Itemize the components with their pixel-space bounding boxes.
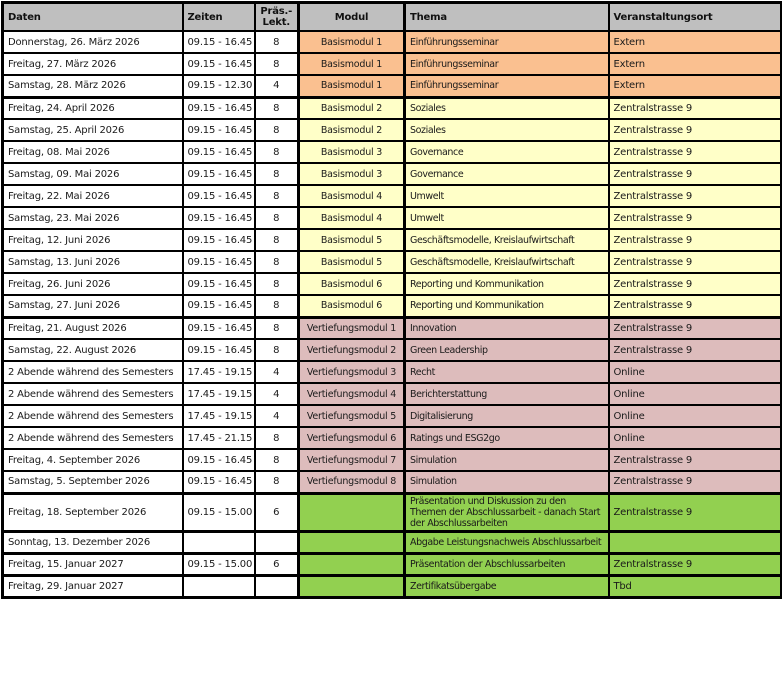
table-header (3, 3, 782, 32)
cell-modul: Basismodul 6 (299, 273, 405, 295)
cell-thema: Soziales (405, 97, 609, 119)
cell-zeiten: 09.15 - 16.45 (183, 295, 255, 317)
cell-thema: Green Leadership (405, 339, 609, 361)
cell-lekt: 8 (255, 295, 299, 317)
cell-ort: Zentralstrasse 9 (609, 119, 782, 141)
cell-modul (299, 532, 405, 554)
cell-modul: Basismodul 5 (299, 251, 405, 273)
cell-ort: Zentralstrasse 9 (609, 141, 782, 163)
table-row (3, 119, 782, 141)
cell-thema: Einführungsseminar (405, 75, 609, 97)
cell-modul: Basismodul 2 (299, 97, 405, 119)
cell-modul: Basismodul 4 (299, 207, 405, 229)
table-row (3, 449, 782, 471)
table-row (3, 229, 782, 251)
cell-zeiten: 09.15 - 16.45 (183, 251, 255, 273)
cell-zeiten: 09.15 - 12.30 (183, 75, 255, 97)
cell-ort: Extern (609, 31, 782, 53)
cell-lekt: 8 (255, 229, 299, 251)
table-row (3, 207, 782, 229)
cell-daten: Freitag, 18. September 2026 (3, 493, 183, 532)
table-row (3, 383, 782, 405)
cell-daten: Freitag, 24. April 2026 (3, 97, 183, 119)
table-row (3, 427, 782, 449)
cell-lekt: 8 (255, 31, 299, 53)
cell-thema: Geschäftsmodelle, Kreislaufwirtschaft (405, 229, 609, 251)
cell-daten: Samstag, 09. Mai 2026 (3, 163, 183, 185)
cell-lekt: 4 (255, 383, 299, 405)
cell-daten: Samstag, 13. Juni 2026 (3, 251, 183, 273)
column-header-praes-lekt: Präs.-Lekt. (255, 3, 299, 32)
cell-modul: Vertiefungsmodul 2 (299, 339, 405, 361)
cell-daten: 2 Abende während des Semesters (3, 361, 183, 383)
cell-modul: Vertiefungsmodul 7 (299, 449, 405, 471)
cell-thema: Reporting und Kommunikation (405, 273, 609, 295)
cell-thema: Simulation (405, 471, 609, 493)
cell-ort: Zentralstrasse 9 (609, 493, 782, 532)
column-header-thema: Thema (405, 3, 609, 32)
cell-daten: Samstag, 5. September 2026 (3, 471, 183, 493)
cell-ort: Extern (609, 53, 782, 75)
cell-ort: Zentralstrasse 9 (609, 207, 782, 229)
cell-daten: Freitag, 21. August 2026 (3, 317, 183, 339)
cell-zeiten: 09.15 - 16.45 (183, 273, 255, 295)
column-header-modul: Modul (299, 3, 405, 32)
table-row (3, 317, 782, 339)
cell-daten: Freitag, 26. Juni 2026 (3, 273, 183, 295)
cell-ort: Zentralstrasse 9 (609, 554, 782, 576)
cell-ort: Tbd (609, 576, 782, 598)
cell-lekt: 8 (255, 53, 299, 75)
cell-zeiten: 09.15 - 16.45 (183, 449, 255, 471)
cell-lekt: 6 (255, 493, 299, 532)
cell-ort: Zentralstrasse 9 (609, 229, 782, 251)
cell-modul: Basismodul 1 (299, 31, 405, 53)
cell-thema: Simulation (405, 449, 609, 471)
cell-daten: 2 Abende während des Semesters (3, 427, 183, 449)
cell-daten: 2 Abende während des Semesters (3, 405, 183, 427)
cell-modul: Basismodul 6 (299, 295, 405, 317)
cell-thema: Zertifikatsübergabe (405, 576, 609, 598)
cell-thema: Umwelt (405, 185, 609, 207)
cell-daten: Samstag, 25. April 2026 (3, 119, 183, 141)
cell-ort: Zentralstrasse 9 (609, 97, 782, 119)
cell-lekt: 8 (255, 317, 299, 339)
cell-thema: Reporting und Kommunikation (405, 295, 609, 317)
table-row (3, 273, 782, 295)
cell-lekt (255, 532, 299, 554)
cell-daten: Freitag, 4. September 2026 (3, 449, 183, 471)
cell-thema: Abgabe Leistungsnachweis Abschlussarbeit (405, 532, 609, 554)
cell-ort: Zentralstrasse 9 (609, 273, 782, 295)
cell-modul (299, 493, 405, 532)
table-row (3, 361, 782, 383)
cell-daten: Samstag, 27. Juni 2026 (3, 295, 183, 317)
cell-zeiten: 09.15 - 16.45 (183, 229, 255, 251)
cell-lekt: 8 (255, 119, 299, 141)
cell-modul: Basismodul 3 (299, 141, 405, 163)
table-row (3, 251, 782, 273)
cell-daten: Freitag, 29. Januar 2027 (3, 576, 183, 598)
cell-ort: Online (609, 361, 782, 383)
cell-lekt: 4 (255, 75, 299, 97)
table-row (3, 576, 782, 598)
cell-thema: Ratings und ESG2go (405, 427, 609, 449)
cell-lekt: 8 (255, 427, 299, 449)
cell-daten: Sonntag, 13. Dezember 2026 (3, 532, 183, 554)
cell-modul: Vertiefungsmodul 1 (299, 317, 405, 339)
table-row (3, 295, 782, 317)
table-row (3, 493, 782, 532)
cell-lekt: 4 (255, 405, 299, 427)
cell-lekt: 8 (255, 339, 299, 361)
cell-daten: Freitag, 22. Mai 2026 (3, 185, 183, 207)
cell-lekt: 8 (255, 163, 299, 185)
cell-thema: Präsentation und Diskussion zu den Themen der Abschlussarbeit - danach Start der Abschlussarbeiten (405, 493, 609, 532)
cell-lekt (255, 576, 299, 598)
cell-ort: Zentralstrasse 9 (609, 339, 782, 361)
cell-ort: Online (609, 405, 782, 427)
cell-ort: Zentralstrasse 9 (609, 251, 782, 273)
cell-ort: Zentralstrasse 9 (609, 163, 782, 185)
table-row (3, 405, 782, 427)
cell-ort: Zentralstrasse 9 (609, 471, 782, 493)
cell-modul: Vertiefungsmodul 3 (299, 361, 405, 383)
table-row (3, 141, 782, 163)
cell-lekt: 8 (255, 185, 299, 207)
schedule-table (1, 1, 782, 599)
cell-zeiten: 09.15 - 16.45 (183, 53, 255, 75)
cell-modul: Basismodul 2 (299, 119, 405, 141)
cell-zeiten (183, 532, 255, 554)
table-row (3, 53, 782, 75)
cell-modul: Vertiefungsmodul 5 (299, 405, 405, 427)
column-header-veranstaltungsort: Veranstaltungsort (609, 3, 782, 32)
cell-zeiten: 17.45 - 19.15 (183, 405, 255, 427)
cell-zeiten: 17.45 - 19.15 (183, 383, 255, 405)
cell-lekt: 8 (255, 449, 299, 471)
table-row (3, 554, 782, 576)
cell-daten: Samstag, 22. August 2026 (3, 339, 183, 361)
cell-daten: Samstag, 23. Mai 2026 (3, 207, 183, 229)
table-row (3, 471, 782, 493)
table-body (3, 31, 782, 598)
cell-thema: Einführungsseminar (405, 31, 609, 53)
cell-zeiten: 09.15 - 16.45 (183, 207, 255, 229)
cell-zeiten: 09.15 - 16.45 (183, 119, 255, 141)
cell-thema: Innovation (405, 317, 609, 339)
cell-ort: Online (609, 383, 782, 405)
table-row (3, 339, 782, 361)
cell-ort: Zentralstrasse 9 (609, 317, 782, 339)
cell-modul: Basismodul 1 (299, 53, 405, 75)
cell-zeiten (183, 576, 255, 598)
cell-thema: Recht (405, 361, 609, 383)
column-header-zeiten: Zeiten (183, 3, 255, 32)
header-row (3, 3, 782, 32)
table-row (3, 185, 782, 207)
cell-zeiten: 09.15 - 16.45 (183, 163, 255, 185)
column-header-daten: Daten (3, 3, 183, 32)
table-row (3, 163, 782, 185)
cell-ort: Online (609, 427, 782, 449)
cell-lekt: 8 (255, 251, 299, 273)
cell-thema: Soziales (405, 119, 609, 141)
cell-zeiten: 09.15 - 16.45 (183, 141, 255, 163)
cell-zeiten: 09.15 - 16.45 (183, 185, 255, 207)
table-row (3, 75, 782, 97)
cell-daten: Samstag, 28. März 2026 (3, 75, 183, 97)
cell-thema: Umwelt (405, 207, 609, 229)
cell-thema: Berichterstattung (405, 383, 609, 405)
cell-zeiten: 17.45 - 19.15 (183, 361, 255, 383)
cell-lekt: 8 (255, 471, 299, 493)
cell-daten: Freitag, 08. Mai 2026 (3, 141, 183, 163)
cell-modul: Basismodul 4 (299, 185, 405, 207)
cell-modul: Vertiefungsmodul 6 (299, 427, 405, 449)
cell-daten: Freitag, 27. März 2026 (3, 53, 183, 75)
cell-zeiten: 09.15 - 16.45 (183, 471, 255, 493)
cell-thema: Governance (405, 141, 609, 163)
cell-daten: 2 Abende während des Semesters (3, 383, 183, 405)
cell-zeiten: 09.15 - 15.00 (183, 493, 255, 532)
cell-ort (609, 532, 782, 554)
cell-thema: Einführungsseminar (405, 53, 609, 75)
cell-ort: Zentralstrasse 9 (609, 449, 782, 471)
cell-zeiten: 09.15 - 16.45 (183, 31, 255, 53)
cell-lekt: 8 (255, 97, 299, 119)
cell-lekt: 6 (255, 554, 299, 576)
cell-ort: Zentralstrasse 9 (609, 185, 782, 207)
cell-modul: Vertiefungsmodul 4 (299, 383, 405, 405)
cell-lekt: 8 (255, 207, 299, 229)
cell-modul: Vertiefungsmodul 8 (299, 471, 405, 493)
cell-ort: Zentralstrasse 9 (609, 295, 782, 317)
cell-thema: Präsentation der Abschlussarbeiten (405, 554, 609, 576)
cell-zeiten: 09.15 - 16.45 (183, 97, 255, 119)
cell-lekt: 8 (255, 141, 299, 163)
cell-zeiten: 09.15 - 15.00 (183, 554, 255, 576)
cell-lekt: 4 (255, 361, 299, 383)
cell-zeiten: 09.15 - 16.45 (183, 317, 255, 339)
cell-daten: Donnerstag, 26. März 2026 (3, 31, 183, 53)
cell-zeiten: 17.45 - 21.15 (183, 427, 255, 449)
cell-ort: Extern (609, 75, 782, 97)
cell-daten: Freitag, 12. Juni 2026 (3, 229, 183, 251)
cell-thema: Governance (405, 163, 609, 185)
cell-thema: Digitalisierung (405, 405, 609, 427)
cell-thema: Geschäftsmodelle, Kreislaufwirtschaft (405, 251, 609, 273)
cell-lekt: 8 (255, 273, 299, 295)
table-row (3, 97, 782, 119)
cell-zeiten: 09.15 - 16.45 (183, 339, 255, 361)
cell-daten: Freitag, 15. Januar 2027 (3, 554, 183, 576)
cell-modul: Basismodul 5 (299, 229, 405, 251)
cell-modul (299, 554, 405, 576)
table-row (3, 31, 782, 53)
cell-modul (299, 576, 405, 598)
table-row (3, 532, 782, 554)
cell-modul: Basismodul 1 (299, 75, 405, 97)
cell-modul: Basismodul 3 (299, 163, 405, 185)
